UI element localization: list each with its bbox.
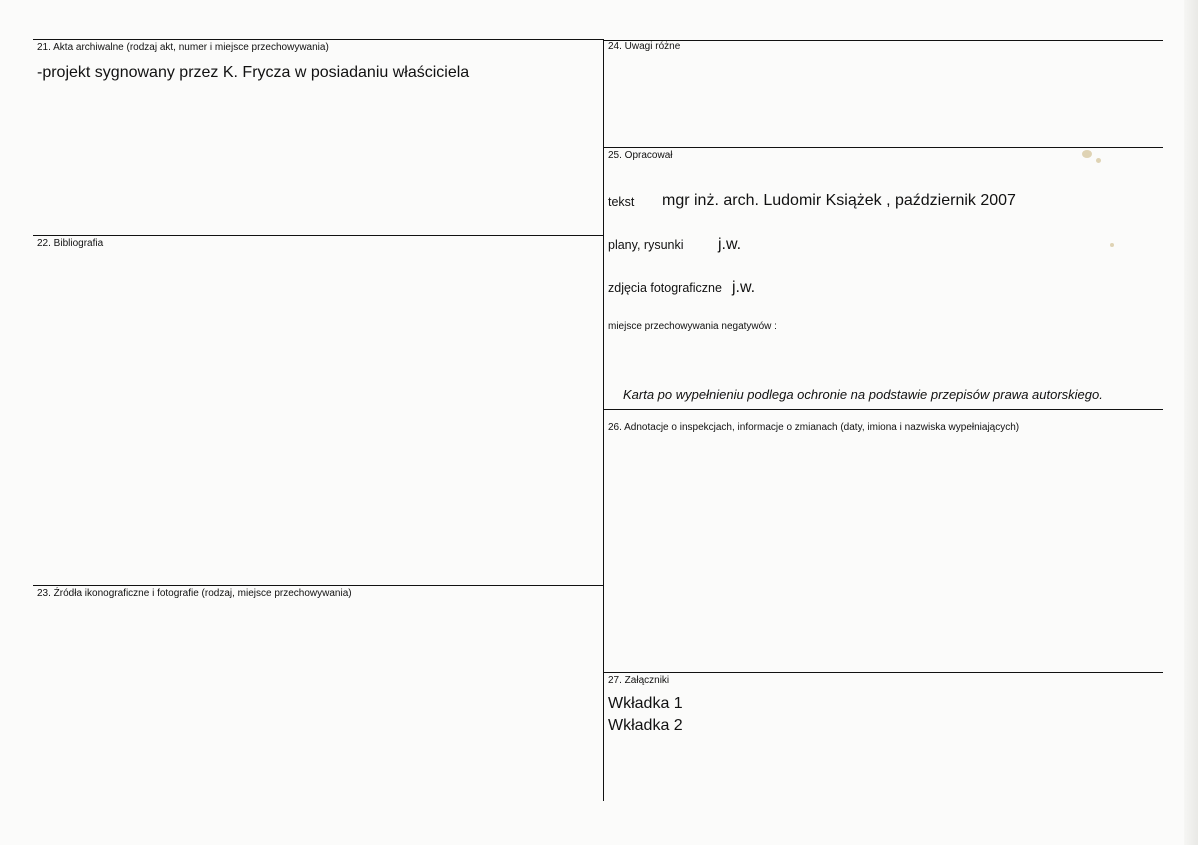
field24-label: 24. Uwagi różne: [608, 41, 681, 52]
paper-stain: [1096, 158, 1101, 163]
copyright-notice: Karta po wypełnieniu podlega ochronie na podstawie przepisów prawa autorskiego.: [623, 387, 1103, 402]
field26-label: 26. Adnotacje o inspekcjach, informacje o zmianach (daty, imiona i nazwiska wypełniających): [608, 422, 1020, 433]
column-divider: [603, 39, 604, 801]
field25-tekst-label: tekst: [608, 195, 635, 209]
rule-field21-top: [33, 39, 604, 40]
field22-label: 22. Bibliografia: [37, 238, 104, 249]
rule-field23-top: [33, 585, 604, 586]
paper-edge: [1184, 0, 1198, 845]
paper-stain: [1082, 150, 1092, 158]
field21-label: 21. Akta archiwalne (rodzaj akt, numer i miejsce przechowywania): [37, 42, 329, 53]
rule-field25-top: [603, 147, 1163, 148]
rule-field22-top: [33, 235, 604, 236]
field25-zdjecia-value: j.w.: [732, 279, 756, 296]
field23-label: 23. Źródła ikonograficzne i fotografie (rodzaj, miejsce przechowywania): [37, 588, 352, 599]
attachment-item: Wkładka 2: [608, 717, 683, 734]
rule-field26-top: [603, 409, 1163, 410]
field25-tekst-value: mgr inż. arch. Ludomir Książek , październik 2007: [662, 192, 1016, 209]
field25-zdjecia-label: zdjęcia fotograficzne: [608, 281, 722, 295]
field27-label: 27. Załączniki: [608, 675, 670, 686]
field25-label: 25. Opracował: [608, 150, 673, 161]
field25-plany-label: plany, rysunki: [608, 238, 684, 252]
paper-stain: [1110, 243, 1114, 247]
field21-value: -projekt sygnowany przez K. Frycza w posiadaniu właściciela: [37, 64, 470, 81]
rule-field24-top: [603, 40, 1163, 41]
rule-field27-top: [603, 672, 1163, 673]
field25-negatywy-label: miejsce przechowywania negatywów :: [608, 321, 777, 332]
attachment-item: Wkładka 1: [608, 695, 683, 712]
field25-plany-value: j.w.: [718, 236, 742, 253]
